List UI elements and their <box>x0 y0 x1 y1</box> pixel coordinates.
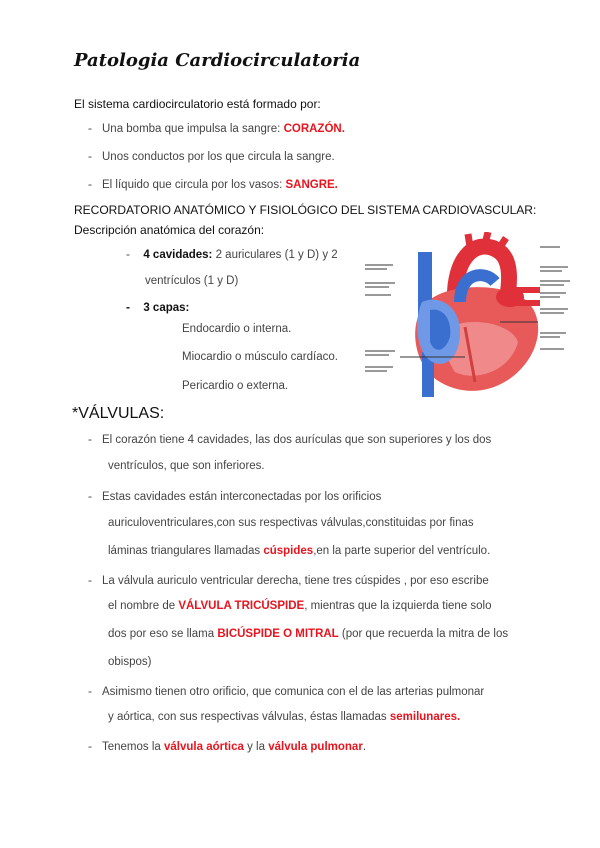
list-item-text: Una bomba que impulsa la sangre: <box>102 123 284 135</box>
bold-label: 3 capas: <box>143 302 190 314</box>
text-span: . <box>362 741 367 753</box>
list-item <box>88 177 338 191</box>
paragraph-line <box>108 600 492 612</box>
heart-illustration <box>365 232 570 397</box>
bullet-dash: - <box>88 739 102 753</box>
paragraph-line <box>108 628 508 640</box>
list-item <box>88 121 345 135</box>
bullet-dash: - <box>88 432 102 446</box>
highlight-text: válvula aórtica <box>164 741 244 753</box>
bullet-dash: - <box>88 149 102 163</box>
highlight-text: semilunares. <box>389 711 461 723</box>
highlight-text: BICÚSPIDE O MITRAL <box>217 628 339 640</box>
paragraph-line: ventrículos, que son inferiores. <box>108 460 265 472</box>
highlight-text: SANGRE. <box>285 179 338 191</box>
text-span: láminas triangulares llamadas <box>108 545 264 557</box>
highlight-text: VÁLVULA TRICÚSPIDE <box>178 600 305 612</box>
paragraph-line <box>108 545 490 557</box>
list-item <box>126 300 189 314</box>
layer-item: Miocardio o músculo cardíaco. <box>182 351 338 363</box>
text-span: Tenemos la <box>102 741 165 753</box>
text-span: Estas cavidades están interconectadas por los orificios <box>102 491 382 503</box>
list-item-text: El líquido que circula por los vasos: <box>102 179 286 191</box>
bold-label: 4 cavidades: <box>143 249 213 261</box>
paragraph-line: obispos) <box>108 656 152 668</box>
heart-diagram <box>360 232 580 402</box>
bullet-dash: - <box>88 121 102 135</box>
paragraph-line <box>88 739 366 753</box>
paragraph-line <box>88 684 484 698</box>
valvulas-heading: *VÁLVULAS: <box>72 405 165 422</box>
paragraph-line <box>88 432 491 446</box>
paragraph-line: auriculoventriculares,con sus respectivas válvulas,constituidas por finas <box>108 517 474 529</box>
bullet-dash: - <box>88 489 102 503</box>
intro-heading: El sistema cardiocirculatorio está formado por: <box>74 97 321 111</box>
layer-item: Pericardio o externa. <box>182 380 289 392</box>
text-span: (por que recuerda la mitra de los <box>338 628 509 640</box>
list-item <box>88 149 335 163</box>
highlight-text: cúspides <box>263 545 314 557</box>
highlight-text: válvula pulmonar <box>268 741 363 753</box>
bullet-dash: - <box>126 300 144 314</box>
text-span: y la <box>243 741 269 753</box>
text-span: La válvula auriculo ventricular derecha, tiene tres cúspides , por eso escribe <box>102 575 489 587</box>
text-span: ,en la parte superior del ventrículo. <box>313 545 491 557</box>
paragraph-line <box>108 711 460 723</box>
bullet-dash: - <box>88 177 102 191</box>
bullet-dash: - <box>88 573 102 587</box>
bullet-dash: - <box>88 684 102 698</box>
page-title: Patologia Cardiocirculatoria <box>74 50 361 71</box>
list-item-continuation: ventrículos (1 y D) <box>145 275 239 287</box>
subsection-heading: Descripción anatómica del corazón: <box>74 223 265 237</box>
text-span: el nombre de <box>108 600 179 612</box>
list-item-text: 2 auriculares (1 y D) y 2 <box>212 249 338 261</box>
text-span: Asimismo tienen otro orificio, que comunica con el de las arterias pulmonar <box>102 686 485 698</box>
layer-item: Endocardio o interna. <box>182 323 292 335</box>
paragraph-line <box>88 573 489 587</box>
text-span: El corazón tiene 4 cavidades, las dos aurículas que son superiores y los dos <box>102 434 492 446</box>
text-span: dos por eso se llama <box>108 628 218 640</box>
text-span: y aórtica, con sus respectivas válvulas, éstas llamadas <box>108 711 390 723</box>
bullet-dash: - <box>126 247 144 261</box>
paragraph-line <box>88 489 381 503</box>
highlight-text: CORAZÓN. <box>283 123 345 135</box>
text-span: , mientras que la izquierda tiene solo <box>304 600 492 612</box>
list-item-text: Unos conductos por los que circula la sangre. <box>102 151 335 163</box>
list-item <box>126 247 338 261</box>
section-heading: RECORDATORIO ANATÓMICO Y FISIOLÓGICO DEL SISTEMA CARDIOVASCULAR: <box>74 203 537 217</box>
